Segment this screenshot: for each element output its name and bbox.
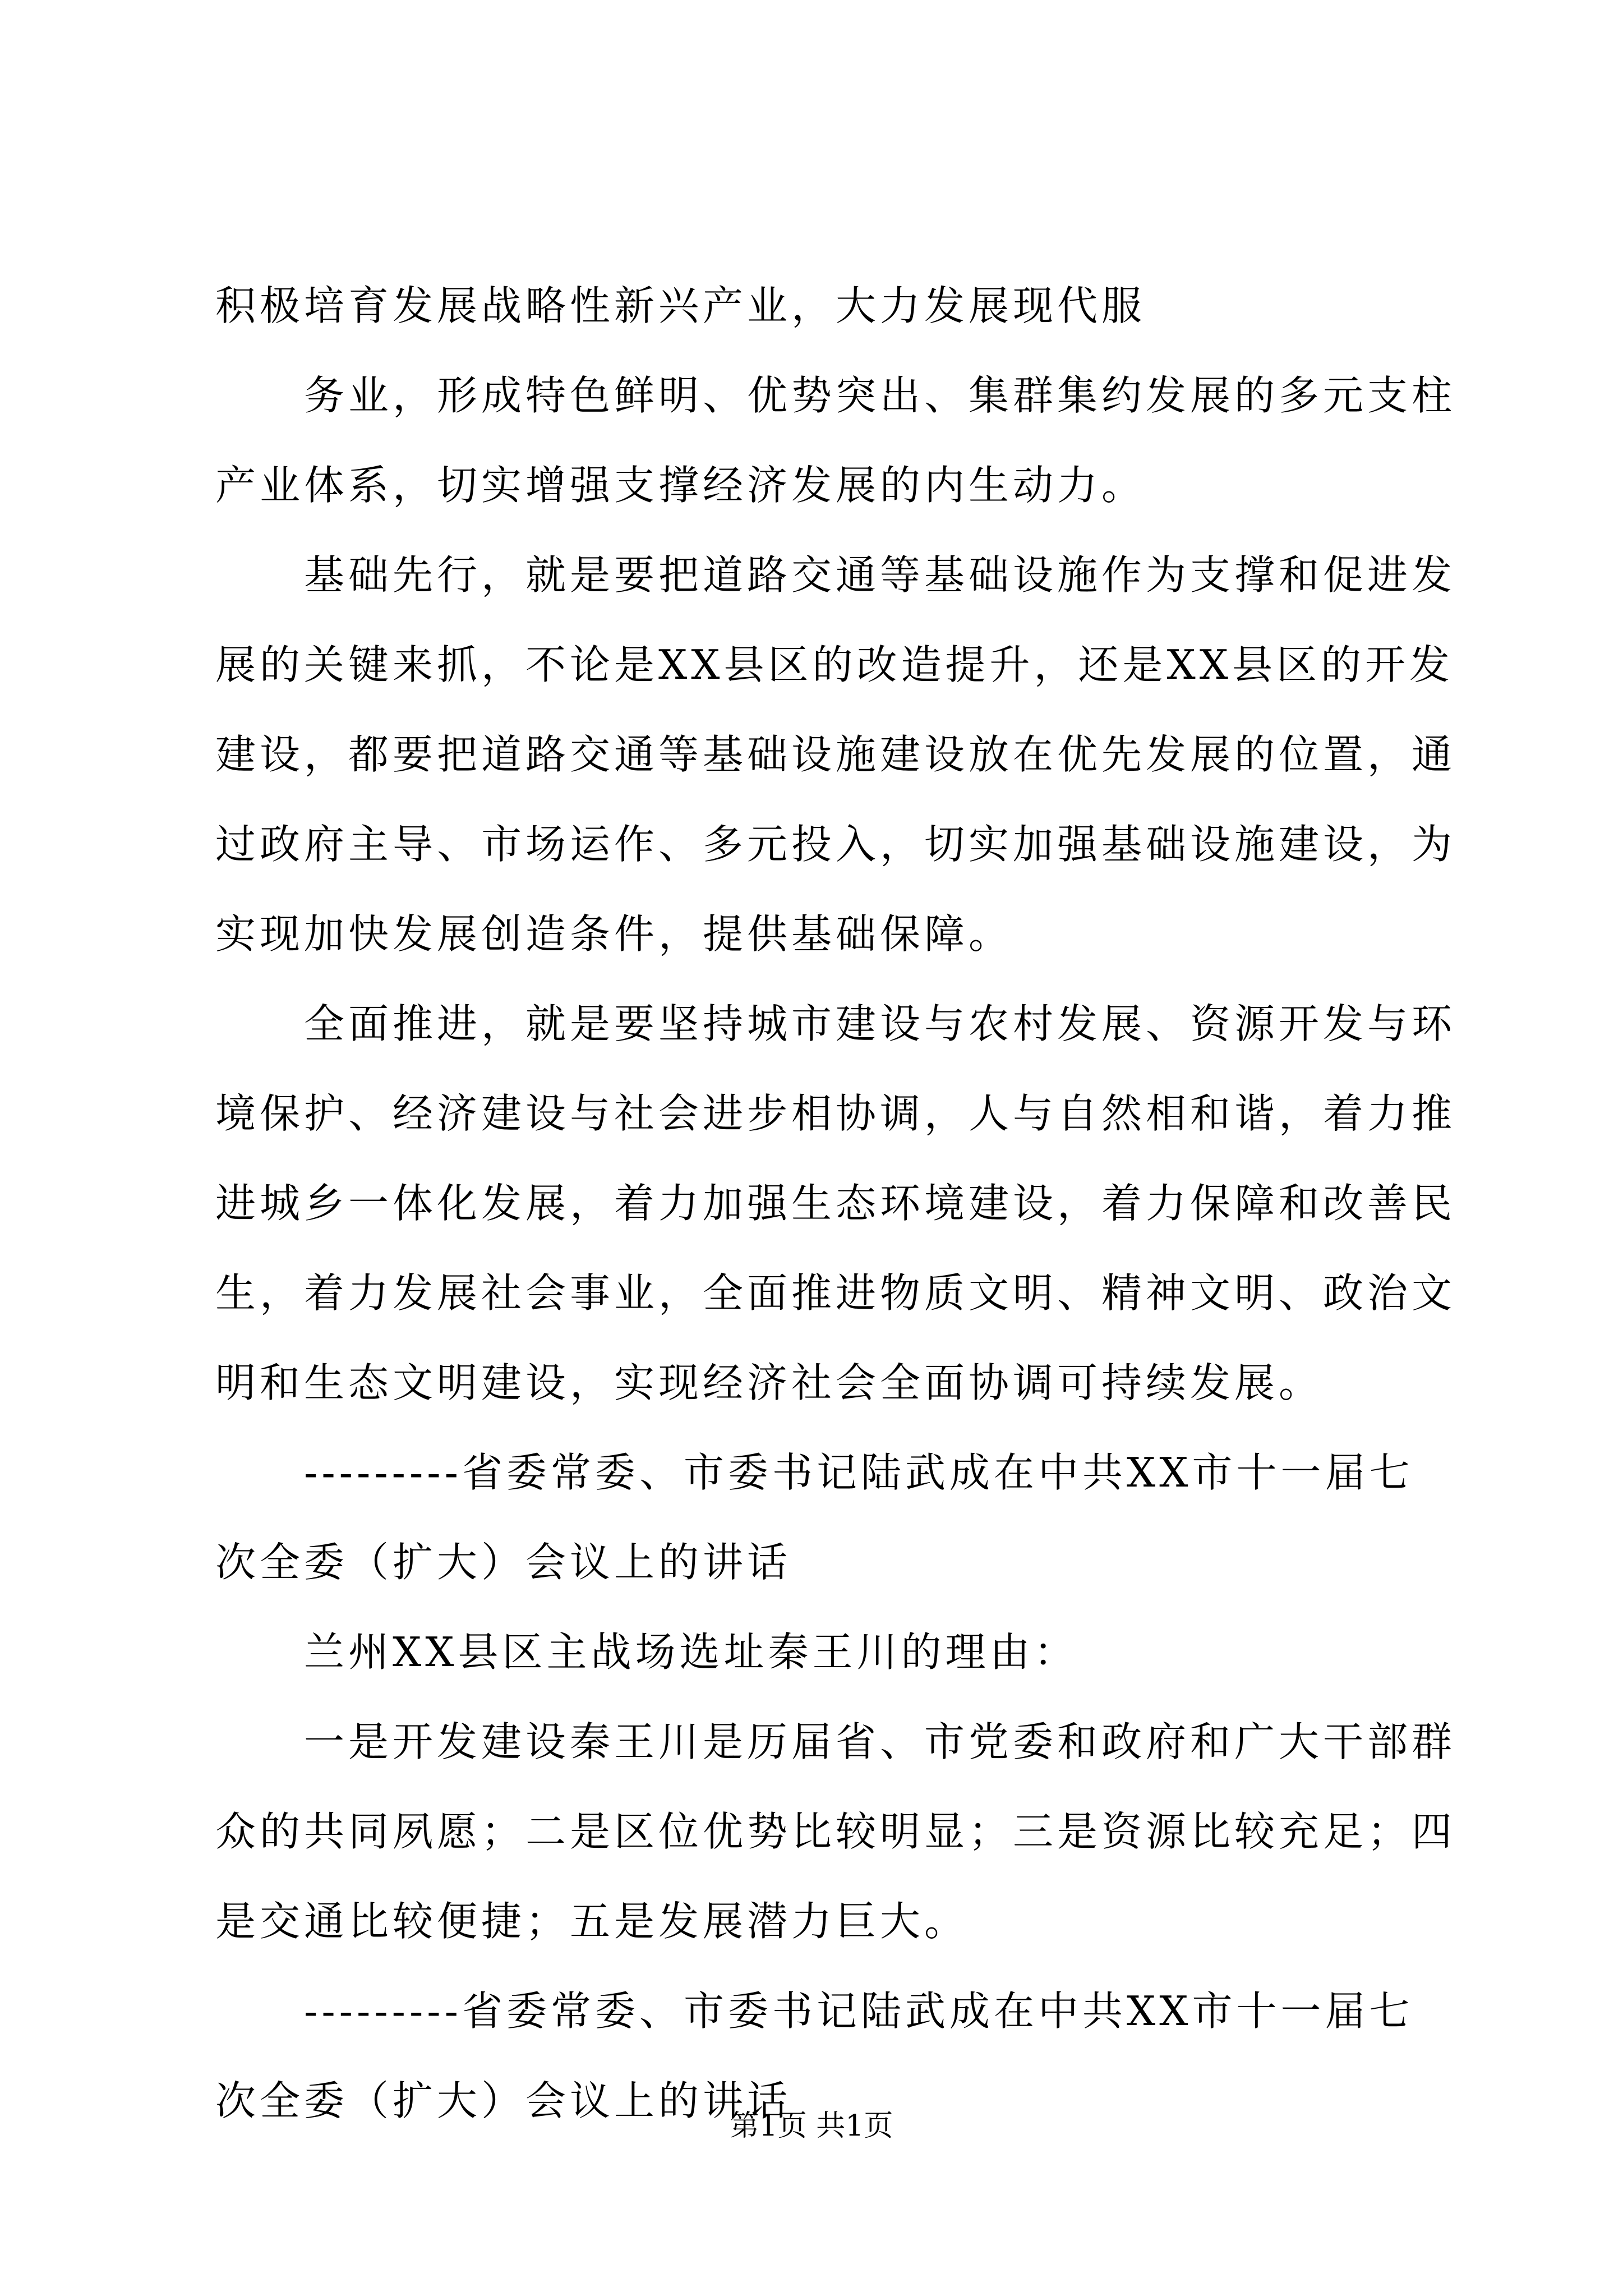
text-line: 展的关键来抓，不论是XX县区的改造提升，还是XX县区的开发 [215,641,1454,688]
text-line: 境保护、经济建设与社会进步相协调，人与自然相和谐，着力推 [215,1090,1456,1137]
text-line: 建设，都要把道路交通等基础设施建设放在优先发展的位置，通 [215,731,1456,778]
document-body [215,261,1456,2146]
paragraph-start-line: 一是开发建设秦王川是历届省、市党委和政府和广大干部群 [304,1718,1456,1765]
text-line: 生，着力发展社会事业，全面推进物质文明、精神文明、政治文 [215,1269,1456,1317]
page-number-footer: 第1页 共1页 [730,2109,893,2143]
paragraph-start-line: 务业，形成特色鲜明、优势突出、集群集约发展的多元支柱 [304,372,1456,419]
attribution-line: 次全委（扩大）会议上的讲话 [215,1539,792,1586]
text-line: 众的共同夙愿；二是区位优势比较明显；三是资源比较充足；四 [215,1808,1456,1855]
attribution-line: ---------省委常委、市委书记陆武成在中共XX市十一届七 [304,1987,1414,2035]
text-line: 明和生态文明建设，实现经济社会全面协调可持续发展。 [215,1359,1324,1406]
paragraph-start-line: 兰州XX县区主战场选址秦王川的理由： [304,1628,1078,1676]
text-line: 产业体系，切实增强支撑经济发展的内生动力。 [215,462,1146,509]
text-line: 过政府主导、市场运作、多元投入，切实加强基础设施建设，为 [215,821,1456,868]
attribution-line: 次全委（扩大）会议上的讲话 [215,2077,792,2124]
text-line: 积极培育发展战略性新兴产业，大力发展现代服 [215,282,1146,329]
text-line: 进城乡一体化发展，着力加强生态环境建设，着力保障和改善民 [215,1180,1456,1227]
attribution-line: ---------省委常委、市委书记陆武成在中共XX市十一届七 [304,1449,1414,1496]
paragraph-start-line: 基础先行，就是要把道路交通等基础设施作为支撑和促进发 [304,551,1456,599]
text-line: 是交通比较便捷；五是发展潜力巨大。 [215,1898,969,1945]
text-line: 实现加快发展创造条件，提供基础保障。 [215,910,1013,958]
paragraph-start-line: 全面推进，就是要坚持城市建设与农村发展、资源开发与环 [304,1000,1456,1047]
